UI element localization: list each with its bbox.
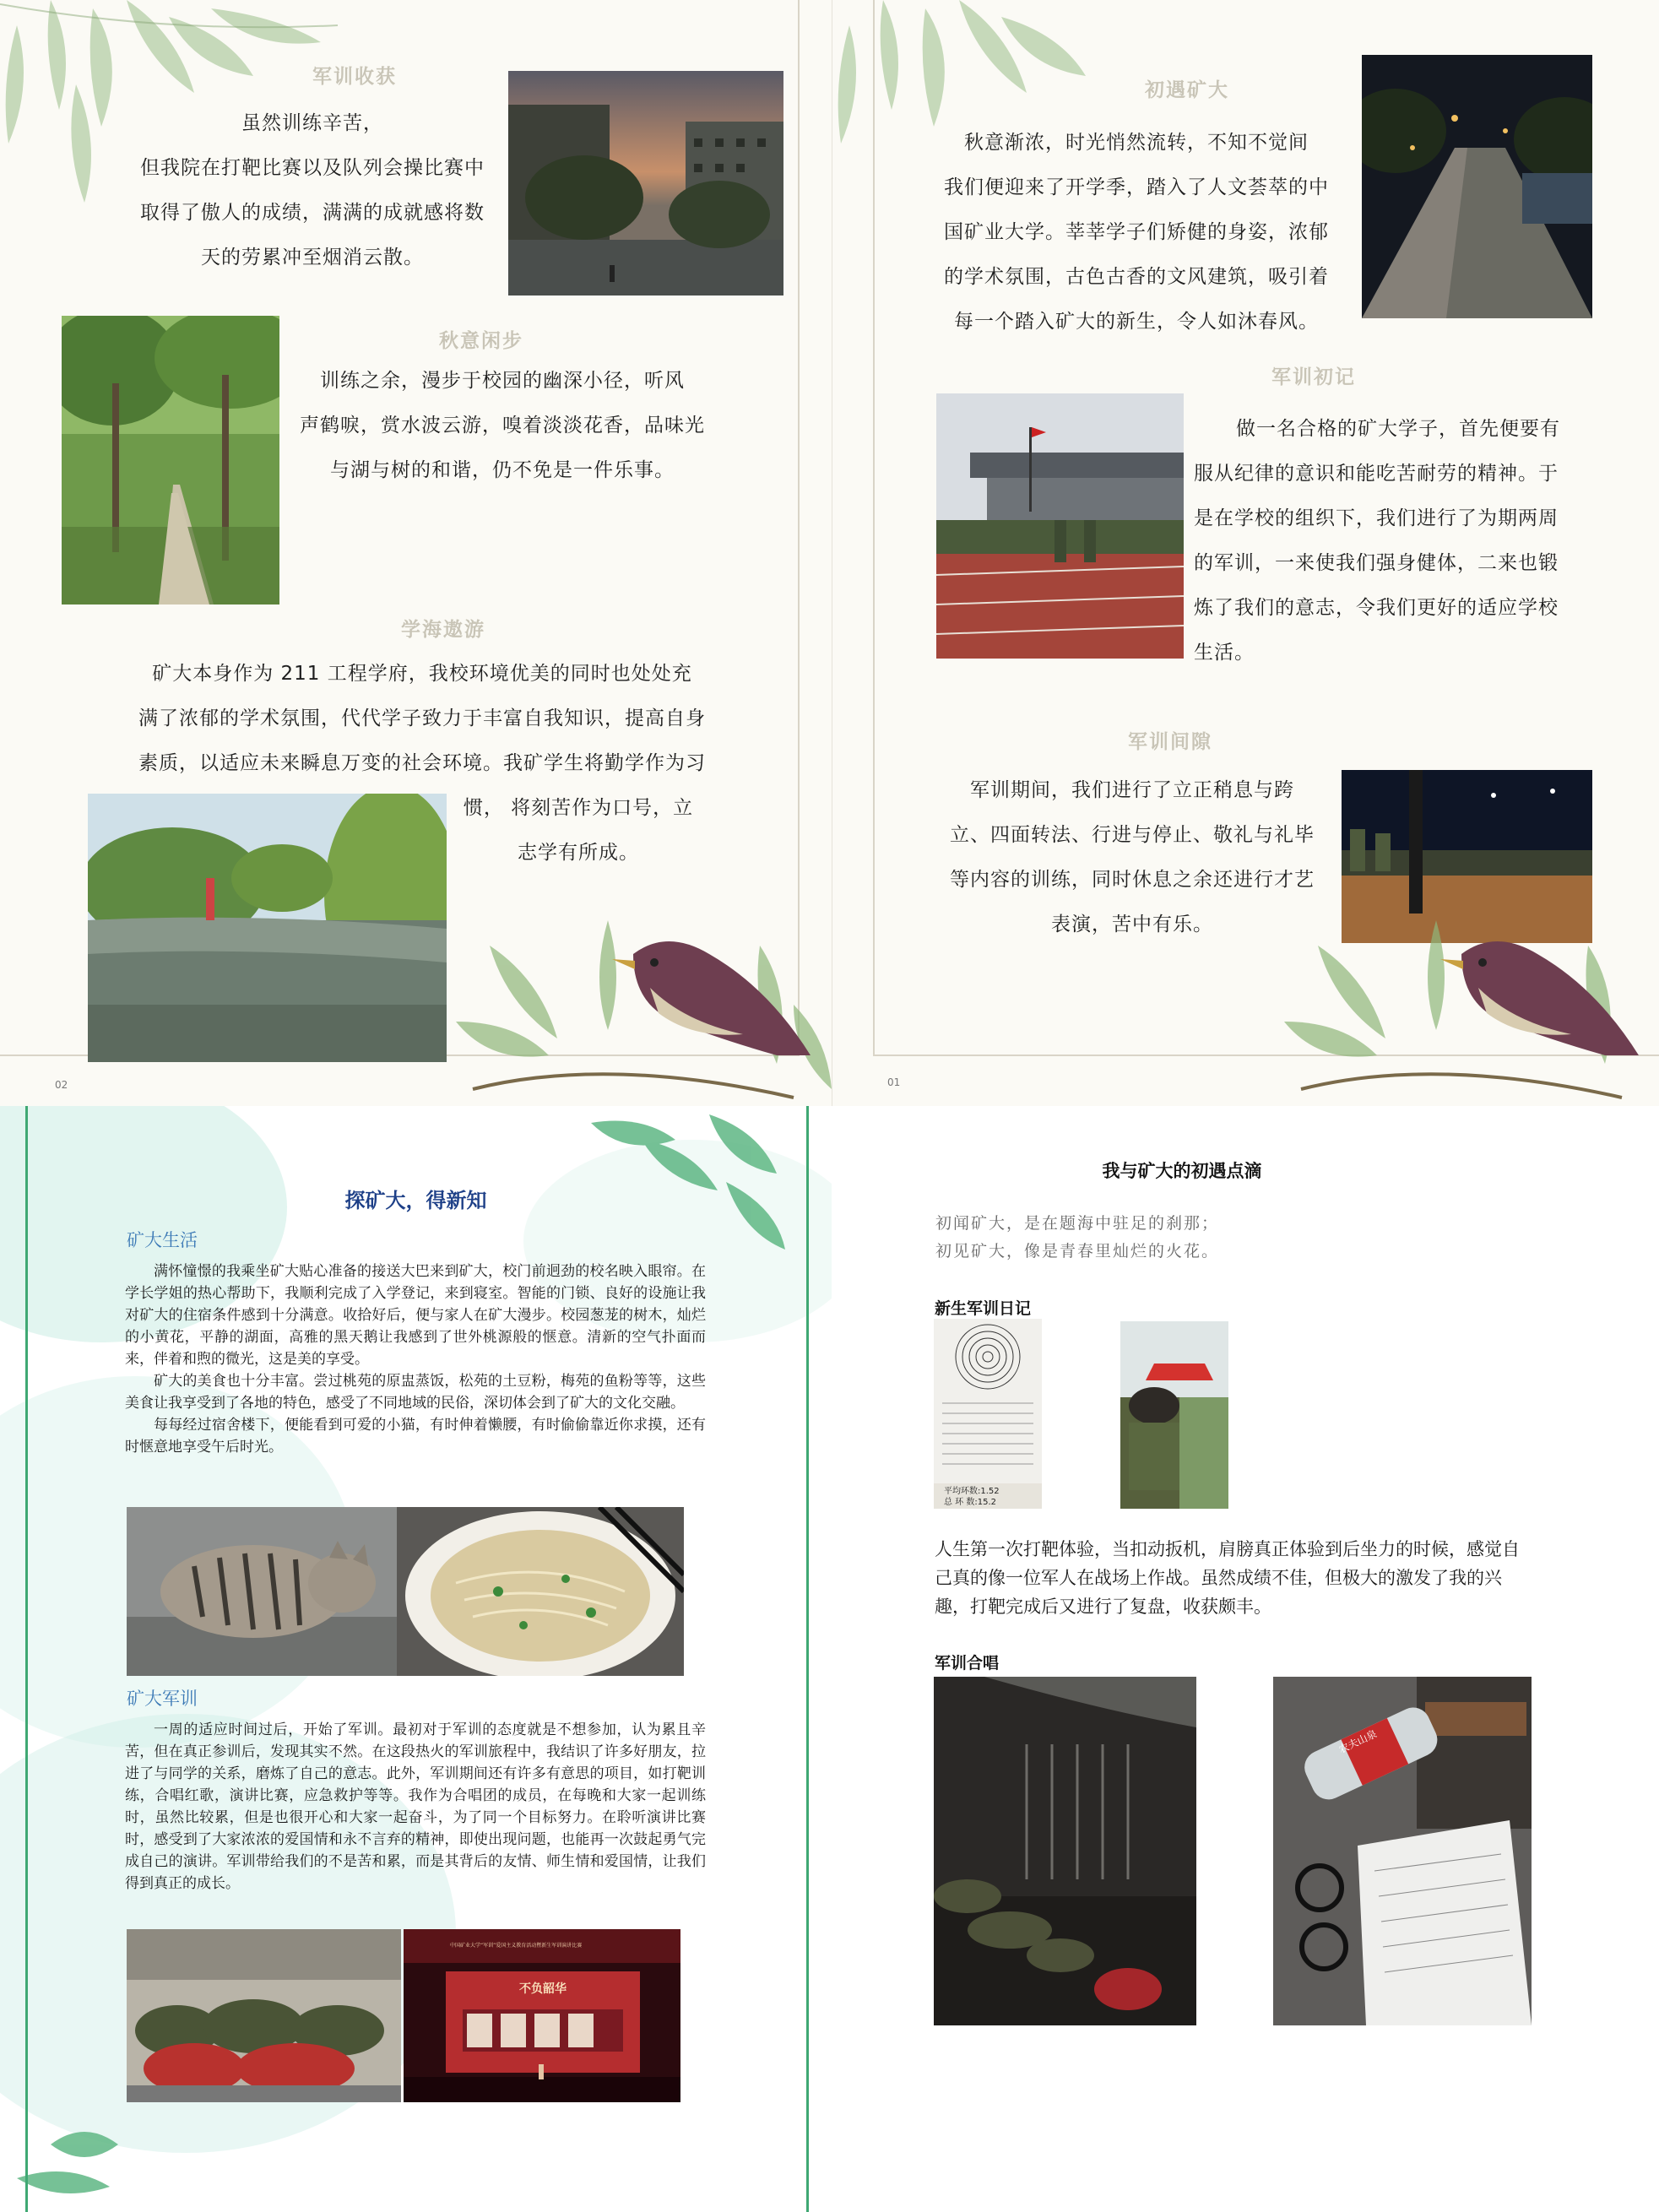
photo-training-field [936,393,1184,659]
section-title-autumn: 秋意闲步 [439,330,523,352]
target-sheet-line2: 总 环 数:15.2 [944,1498,996,1507]
section-text-study: 矿大本身作为 211 工程学府，我校环境优美的同时也处处充 满了浓郁的学术氛围，代代学子致力于丰富自我知识，提高自身 素质，以适应未来瞬息万变的社会环境。我矿学生将勤学作为习 [138,663,706,774]
photo-target-sheet [934,1319,1042,1509]
page-bottom-right [832,1106,1659,2212]
section-text-harvest: 虽然训练辛苦， 但我院在打靶比赛以及队列会操比赛中 取得了傲人的成绩，满满的成就感将数 天的劳累冲至烟消云散。 [140,112,485,268]
text-campus-life: 满怀憧憬的我乘坐矿大贴心准备的接送大巴来到矿大，校门前迥劲的校名映入眼帘。在学长学姐的热心帮助下，我顺利完成了入学登记，来到寝室。智能的门锁、良好的设施让我对矿大的住宿条件感到十分满意。收拾好后，便与家人在矿大漫步。校园葱茏的树木，灿烂的小黄花，平静的湖面，高雅的黑天鹅让我感到了世外桃源般的惬意。清新的空气扑面而来，伴着和煦的微光，这是美的享受。 矿大的美食也十分丰富。尝过桃苑的原盅蒸饭，松苑的土豆粉，梅苑的鱼粉等等，这些美食让我享受到了各地的特色，感受了不同地域的民俗，深切体会到了矿大的文化交融。 每每经过宿舍楼下，便能看到可爱的小猫，有时伸着懒腰，有时偷偷靠近你求摸，还有时惬意地享受午后时光。 [125,1263,706,1456]
photo-lake-willow [88,794,447,1062]
section-title-training-note: 军训初记 [1271,366,1356,388]
heading-training-diary: 新生军训日记 [935,1299,1032,1318]
text-military-training: 一周的适应时间过后，开始了军训。最初对于军训的态度就是不想参加，认为累且辛苦，但在真正参训后，发现其实不然。在这段热火的军训旅程中，我结识了许多好朋友，拉进了与同学的关系，磨炼了自己的意志。此外，军训期间还有许多有意思的项目，如打靶训练，合唱红歌，演讲比赛，应急救护等等。我作为合唱团的成员，在每晚和大家一起训练时，虽然比较累，但是也很开心和大家一起奋斗，为了同一个目标努力。在聆听演讲比赛时，感受到了大家浓浓的爱国情和永不言弃的精神，即使出现问题，也能再一次鼓起勇气完成自己的演讲。军训带给我们的不是苦和累，而是其背后的友情、师生情和爱国情，让我们得到真正的成长。 [125,1721,706,1892]
photo-noodle-soup [397,1507,684,1676]
heading-campus-life: 矿大生活 [127,1230,198,1250]
page-number: 02 [55,1079,68,1091]
page-title: 我与矿大的初遇点滴 [1102,1161,1262,1181]
section-text-training-break: 军训期间，我们进行了立正稍息与跨 立、四面转法、行进与停止、敬礼与礼毕 等内容的训练，同时休息之余还进行才艺 表演，苦中有乐。 [950,779,1315,935]
heading-military-training: 矿大军训 [127,1689,198,1709]
frame-left-line [873,0,875,1055]
photo-cat [127,1507,397,1676]
photo-speech-stage [404,1929,680,2102]
page-number: 01 [887,1076,901,1088]
section-title-training-break: 军训间隙 [1128,731,1212,753]
bird-branch-decoration [439,895,832,1106]
photo-shooting-range [1120,1321,1228,1509]
section-text-autumn: 训练之余，漫步于校园的幽深小径，听风 声鹤唳，赏水波云游，嗅着淡淡花香，品味光 与湖与树的和谐，仍不免是一件乐事。 [300,370,705,481]
stage-screen-caption: 中国矿业大学“军训”爱国主义教育活动暨新生军训演讲比赛 [450,1943,583,1949]
page-top-right [832,0,1659,1106]
section-text-training-note: 做一名合格的矿大学子，首先便要有 服从纪律的意识和能吃苦耐劳的精神。于 是在学校的组织下，我们进行了为期两周 的军训，一来使我们强身健体，二来也锻 炼了我们的意志，令我们更好的适应学校 生活。 [1194,418,1560,664]
section-title-first-meet: 初遇矿大 [1145,79,1229,101]
target-sheet-line1: 平均环数:1.52 [944,1487,1000,1496]
photo-water-bottle-notes [1273,1677,1532,2025]
photo-night-road [1362,55,1592,318]
poem: 初闻矿大，是在题海中驻足的刹那； 初见矿大，像是青春里灿烂的火花。 [935,1214,1220,1261]
page-bottom-left [0,1106,832,2212]
page-title: 探矿大，得新知 [344,1189,487,1212]
frame-left-line [25,1106,28,2212]
bird-branch-decoration [1267,895,1659,1106]
section-title-study: 学海遨游 [401,619,485,641]
stage-screen-title: 不负韶华 [519,1982,567,1996]
photo-tree-path [62,316,279,605]
photo-campus-sunset [508,71,783,295]
photo-chorus-rehearsal [934,1677,1196,2025]
section-text-study-tail: 惯， 将刻苦作为口号，立 志学有所成。 [463,797,694,864]
frame-right-line [806,1106,809,2212]
section-text-first-meet: 秋意渐浓，时光悄然流转，不知不觉间 我们便迎来了开学季，踏入了人文荟萃的中 国矿业大学。莘莘学子们矫健的身姿，浓郁 的学术氛围，古色古香的文风建筑，吸引着 每一个踏入矿大的新生，令人如沐春风。 [944,132,1329,333]
section-title-harvest: 军训收获 [312,66,397,88]
heading-chorus: 军训合唱 [935,1654,1000,1673]
page-top-left [0,0,832,1106]
text-training-diary: 人生第一次打靶体验，当扣动扳机，肩膀真正体验到后坐力的时候，感觉自己真的像一位军人在战场上作战。虽然成绩不佳，但极大的激发了我的兴趣，打靶完成后又进行了复盘，收获颇丰。 [935,1539,1520,1617]
bottle-label: 农夫山泉 [1336,1727,1379,1756]
photo-group-soldiers [127,1929,401,2102]
